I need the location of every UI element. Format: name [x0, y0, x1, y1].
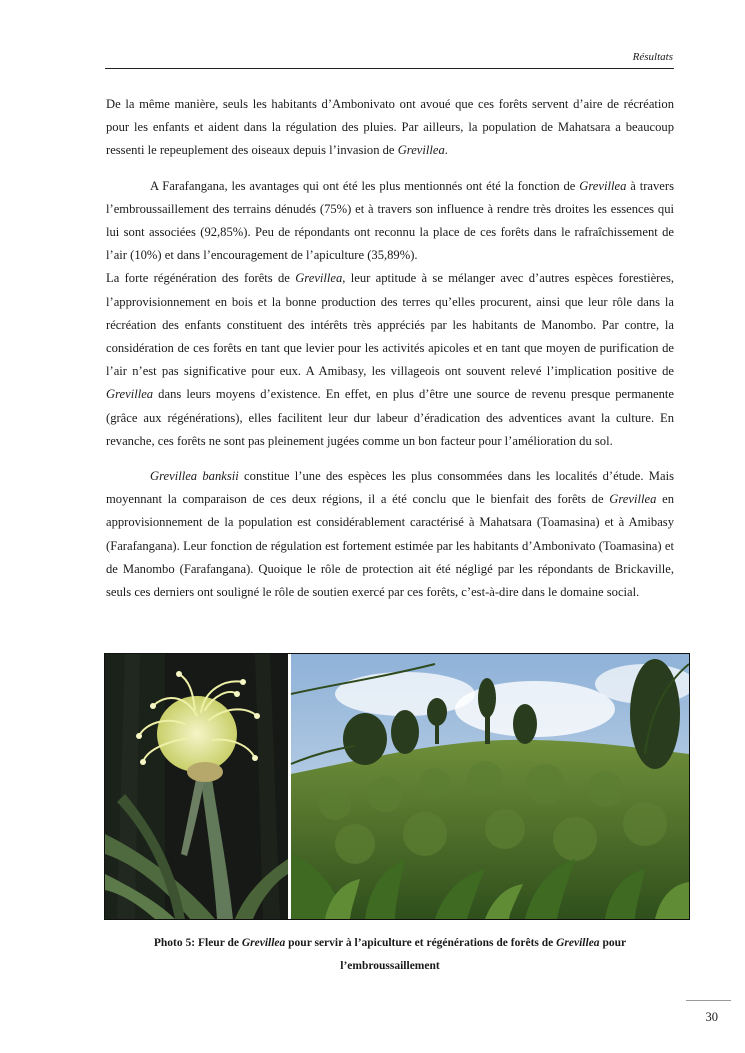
grevillea-flower-photo	[105, 654, 288, 919]
italic-text: Grevillea	[397, 143, 445, 158]
italic-text: Grevillea	[579, 178, 627, 193]
italic-text: Grevillea	[241, 937, 286, 949]
text-run: constitue l’une des espèces les plus consommées dans les localités d’étude. Mais moyennant la comparaison de ces deux régions, il a été conclu que le bienfait des forêts de	[106, 469, 674, 507]
text-run: .	[444, 143, 448, 158]
text-run: en approvisionnement de la population est considérablement caractérisé à Mahatsara (Toamasina) et à Amibasy (Farafangana). Leur fonction de régulation est fortement estimée par les habitants d’Ambonivato (Toamasina) et de Manombo (Farafangana). Quoique le rôle de protection ait été négligé par les répondants de Brickaville, seuls ces derniers ont souligné le rôle de soutien exercé par ces forêts, c’est-à-dire dans le domaine social.	[106, 492, 674, 600]
italic-text: Grevillea	[295, 271, 343, 286]
italic-text: Grevillea	[609, 492, 657, 507]
photo-caption	[106, 932, 674, 978]
running-header: Résultats	[632, 51, 673, 63]
text-run: pour l’embroussaillement	[340, 937, 627, 972]
body-text	[106, 93, 674, 604]
text-run: La forte régénération des forêts de	[106, 271, 296, 286]
italic-text: Grevillea	[556, 937, 600, 949]
text-run: De la même manière, seuls les habitants d’Ambonivato ont avoué que ces forêts servent d’aire de récréation pour les enfants et aident dans la régulation des pluies. Par ailleurs, la population de Mahatsara a beaucoup ressenti le repeuplement des oiseaux depuis l’invasion de	[106, 97, 674, 158]
paragraph	[106, 175, 674, 268]
header-rule	[105, 68, 674, 69]
text-run: pour servir à l’apiculture et régénérations de forêts de	[285, 937, 557, 949]
italic-text: Grevillea banksii	[150, 469, 239, 484]
text-run: à travers l’embroussaillement des terrains dénudés (75%) et à travers son influence à rendre très droites les essences qui lui sont associées (92,85%). Peu de répondants ont reconnu la place de ces forêts dans le rafraîchissement de l’air (10%) et dans l’encouragement de l’apiculture (35,89%).	[106, 178, 674, 263]
footer-rule	[686, 1000, 731, 1001]
paragraph	[106, 465, 674, 604]
text-run: , leur aptitude à se mélanger avec d’autres espèces forestières, l’approvisionnement en bois et la bonne production des terres qu’elles procurent, ainsi que leur rôle dans la récréation des enfants constituent des intérêts très appréciés par les habitants de Manombo. Par contre, la considération de ces forêts en tant que levier pour les activités apicoles et en tant que moyen de purification de l’air n’est pas significative pour eux. A Amibasy, les villageois ont souvent relevé l’implication positive de	[106, 271, 674, 379]
text-run: Photo 5: Fleur de	[153, 937, 242, 949]
paragraph	[106, 267, 674, 453]
italic-text: Grevillea	[106, 387, 154, 402]
text-run: A Farafangana, les avantages qui ont été les plus mentionnés ont été la fonction de	[150, 178, 580, 193]
page-number: 30	[705, 1010, 718, 1024]
text-run: dans leurs moyens d’existence. En effet, en plus d’être une source de revenu presque permanente (grâce aux régénérations), elles facilitent leur dur labeur d’éradication des adventices avant la culture. En revanche, ces forêts ne sont pas pleinement jugées comme un bon facteur pour l’amélioration du sol.	[106, 387, 674, 448]
grevillea-forest-photo	[291, 654, 689, 919]
photo-5	[104, 653, 690, 920]
paragraph	[106, 93, 674, 163]
